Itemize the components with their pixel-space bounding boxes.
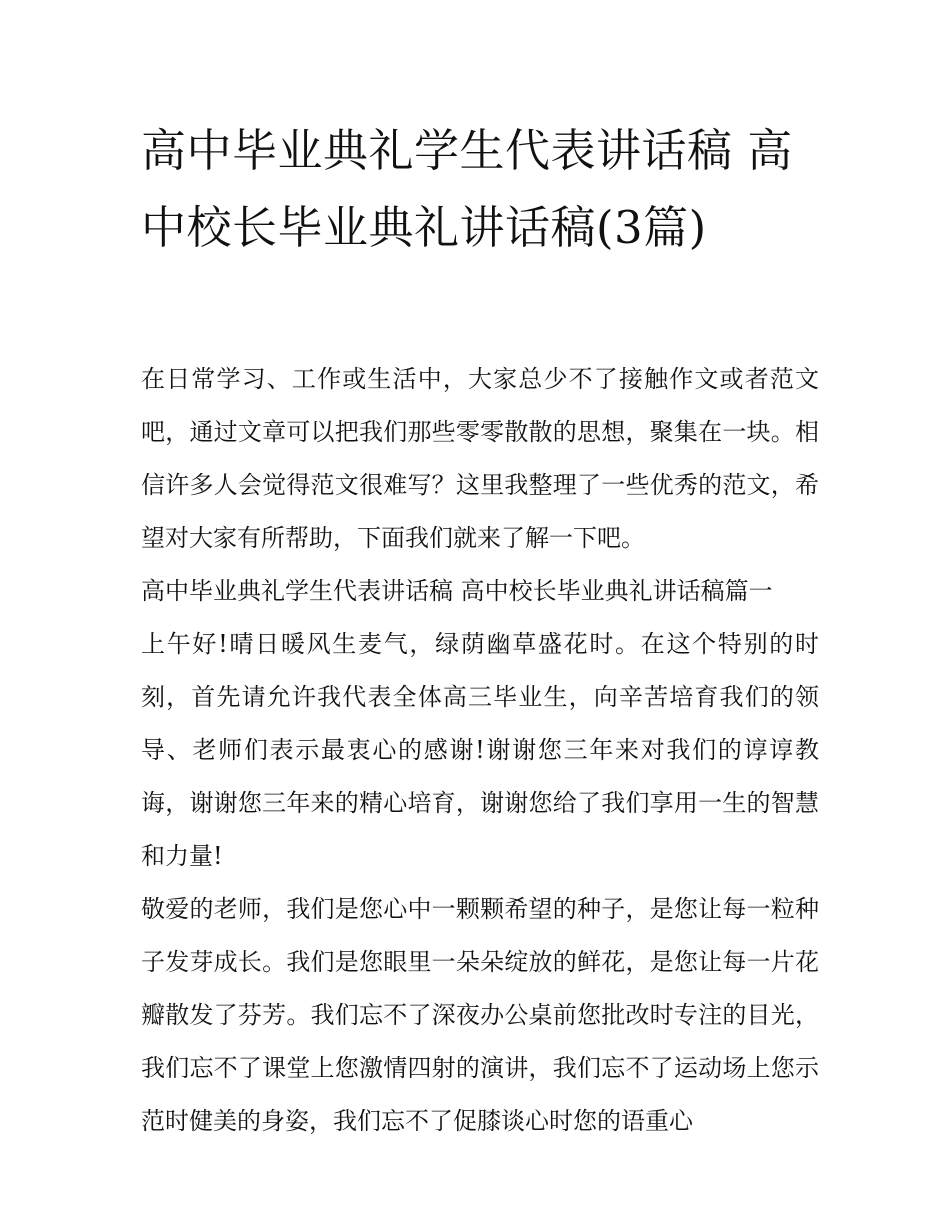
body-paragraph: 上午好!晴日暖风生麦气，绿荫幽草盛花时。在这个特别的时刻，首先请允许我代表全体高三毕业生，向辛苦培育我们的领导、老师们表示最衷心的感谢!谢谢您三年来对我们的谆谆教诲，谢谢您三年来的精心培育，谢谢您给了我们享用一生的智慧和力量!: [141, 630, 819, 870]
body-paragraph: 敬爱的老师，我们是您心中一颗颗希望的种子，是您让每一粒种子发芽成长。我们是您眼里一朵朵绽放的鲜花，是您让每一片花瓣散发了芬芳。我们忘不了深夜办公桌前您批改时专注的目光，我们忘不了课堂上您激情四射的演讲，我们忘不了运动场上您示范时健美的身姿，我们忘不了促膝谈心时您的语重心: [141, 895, 819, 1135]
section-heading: 高中毕业典礼学生代表讲话稿 高中校长毕业典礼讲话稿篇一: [141, 577, 773, 605]
document-title: 高中毕业典礼学生代表讲话稿 高中校长毕业典礼讲话稿(3篇): [141, 124, 793, 254]
intro-paragraph: 在日常学习、工作或生活中，大家总少不了接触作文或者范文吧，通过文章可以把我们那些零零散散的思想，聚集在一块。相信许多人会觉得范文很难写？这里我整理了一些优秀的范文，希望对大家有所帮助，下面我们就来了解一下吧。: [141, 365, 819, 552]
document-body: [141, 353, 819, 1148]
